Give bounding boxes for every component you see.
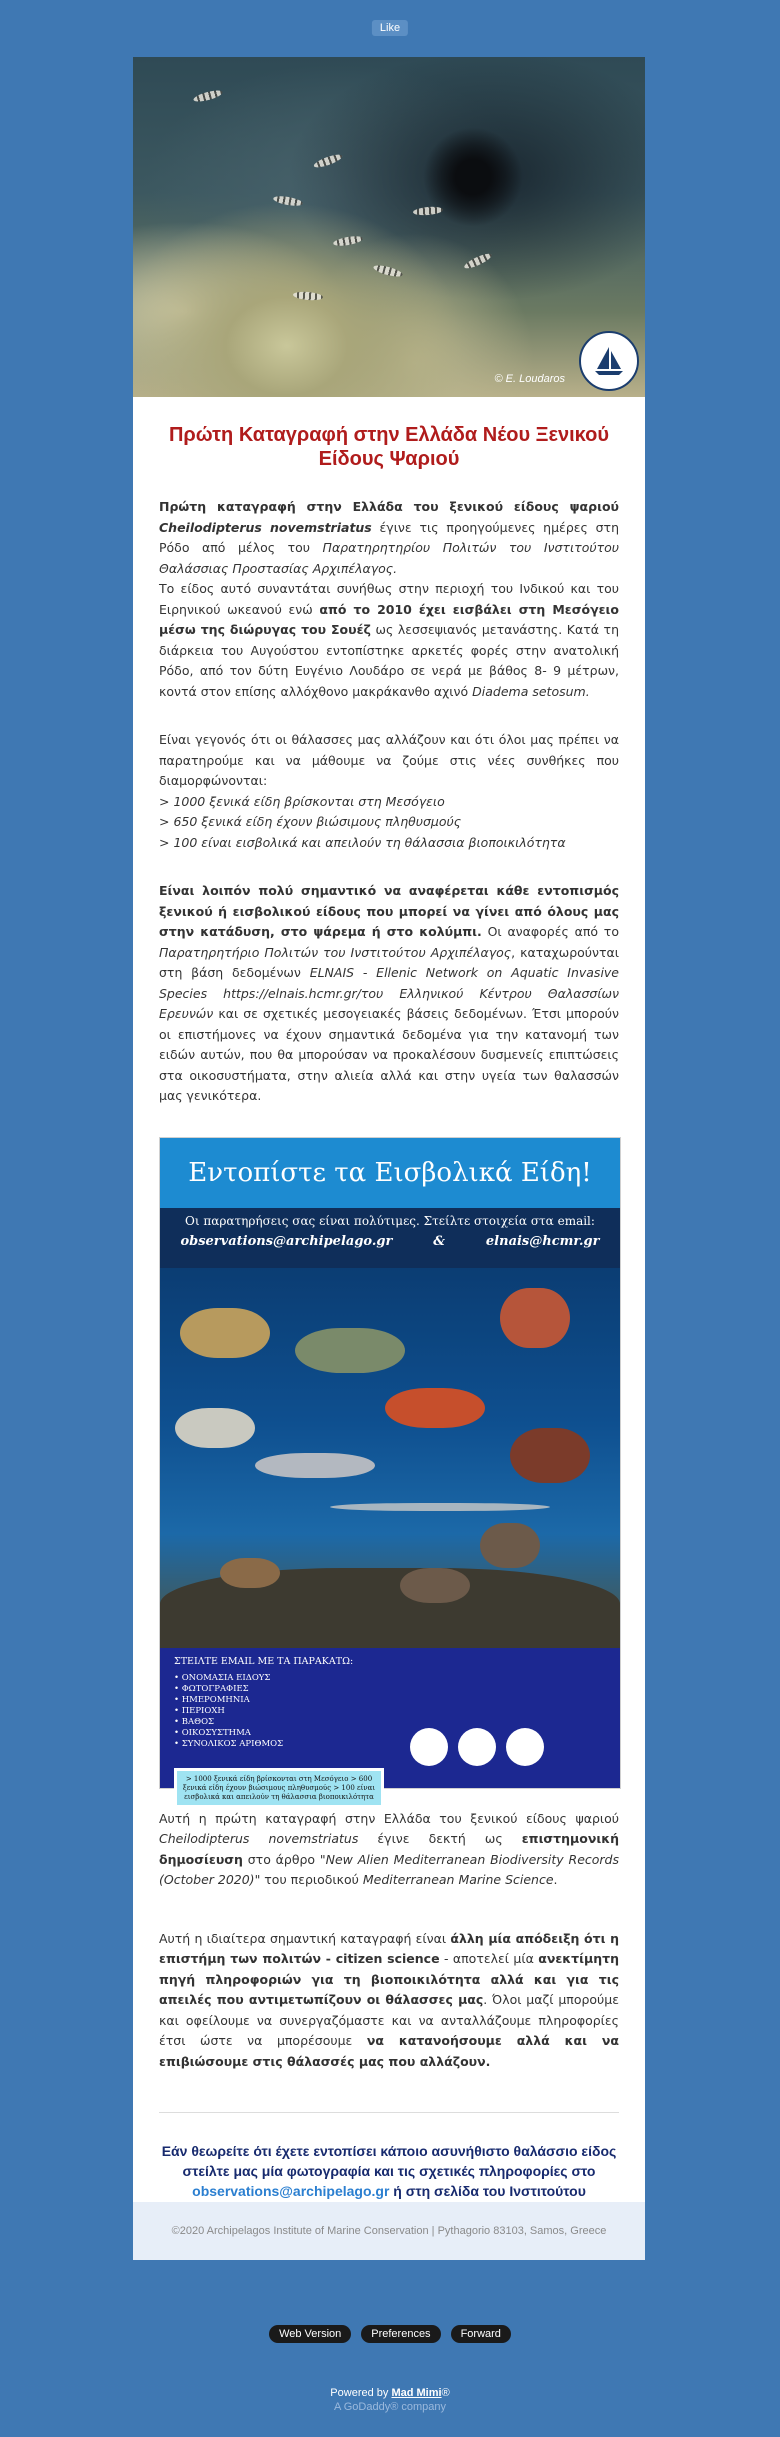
powered-prefix: Powered by: [330, 2387, 392, 2399]
fish-shape: [463, 251, 494, 271]
text-span: Το είδος αυτό συναντάται συνήθως στην περιοχή του Ινδικού και του Ειρηνικού ωκεανού ενώ: [159, 581, 619, 617]
text-span: Αυτή η ιδιαίτερα σημαντική καταγραφή είναι: [159, 1930, 451, 1946]
cta-text: ή στη σελίδα του Ινστιτούτου: [393, 2183, 586, 2199]
article-content: [133, 423, 645, 2221]
text-span: του περιοδικού: [260, 1872, 363, 1887]
cta-text: Εάν θεωρείτε ότι έχετε εντοπίσει κάποιο ασυνήθιστο θαλάσσιο είδος στείλτε μας μία φωτογραφία και τις σχετικές πληροφορίες στο: [161, 2143, 617, 2179]
article-title: Πρώτη Καταγραφή στην Ελλάδα Νέου Ξενικού Είδους Ψαριού: [168, 424, 610, 470]
archipelago-logo: [410, 1728, 448, 1766]
text-span: έγινε δεκτή ως: [358, 1831, 522, 1846]
topbar: [0, 0, 780, 60]
poster-amp: &: [433, 1233, 445, 1249]
paragraph-citizen-science: [159, 1929, 619, 2073]
fact-item: > 100 είναι εισβολικά και απειλούν τη θάλασσια βιοποικιλότητα: [159, 834, 566, 850]
photo-credit: © E. Loudaros: [494, 373, 565, 385]
registered-mark: ®: [441, 2387, 450, 2399]
forward-link[interactable]: Forward: [451, 2325, 511, 2343]
paragraph-facts: [159, 730, 619, 853]
paragraph-publication: [159, 1809, 619, 1891]
fish-shape: [293, 291, 324, 302]
fish-shape: [180, 1308, 270, 1358]
fact-item: > 650 ξενικά είδη έχουν βιώσιμους πληθυσμούς: [159, 814, 462, 829]
archipelago-logo: [579, 331, 639, 391]
hcmr-logo: [506, 1728, 544, 1766]
fish-shape: [372, 263, 403, 278]
newsletter-card: [133, 57, 645, 2260]
footer-links: [0, 2325, 780, 2343]
text-bold: ανεκτίμητη πηγή πληροφοριών για τη βιοποικιλότητα αλλά και για τις απειλές που αντιμετωπίζουν οι θάλασσες μας: [159, 1951, 619, 2007]
fish-shape: [295, 1328, 405, 1373]
fish-shape: [313, 152, 344, 170]
poster-bottom-item: • ΦΩΤΟΓΡΑΦΙΕΣ: [174, 1683, 249, 1694]
fish-shape: [220, 1558, 280, 1588]
fish-shape: [330, 1503, 550, 1511]
poster-facts-box: > 1000 ξενικά είδη βρίσκονται στη Μεσόγειο > 600 ξενικά είδη έχουν βιώσιμους πληθυσμούς > 100 είναι εισβολικά και απειλούν τη θάλασσια βιοποικιλότητα: [174, 1768, 384, 1808]
poster-sub-text: Οι παρατηρήσεις σας είναι πολύτιμες. Στείλτε στοιχεία στα email:: [185, 1213, 595, 1228]
powered-subtitle: A GoDaddy® company: [333, 2401, 447, 2413]
text-bold: άλλη μία απόδειξη ότι η επιστήμη των πολιτών - citizen science: [159, 1930, 619, 1966]
species-name: Cheilodipterus novemstriatus: [159, 519, 372, 535]
fish-shape: [255, 1453, 375, 1478]
text-span: έγινε τις προηγούμενες ημέρες στη Ρόδο από μέλος του: [159, 519, 619, 555]
poster-bottom-heading: ΣΤΕΙΛΤΕ EMAIL ΜΕ ΤΑ ΠΑΡΑΚΑΤΩ:: [174, 1655, 354, 1667]
poster-subheader: [160, 1208, 620, 1268]
poster-sea-illustration: [160, 1268, 620, 1648]
text-bold: να κατανοήσουμε αλλά και να επιβιώσουμε στις θάλασσές μας που αλλάζουν.: [159, 2033, 619, 2069]
species-name: Cheilodipterus novemstriatus: [159, 1831, 359, 1846]
text-span: - αποτελεί μία: [439, 1951, 539, 1966]
preferences-link[interactable]: Preferences: [361, 2325, 440, 2343]
text-span: Αυτή η πρώτη καταγραφή στην Ελλάδα του ξενικού είδους ψαριού: [159, 1810, 619, 1826]
species-name: Diadema setosum.: [472, 683, 590, 699]
text-span: , καταχωρούνται στη βάση δεδομένων: [159, 944, 619, 980]
poster-title: Εντοπίστε τα Εισβολικά Είδη!: [160, 1138, 620, 1208]
text-span: Οι αναφορές από το: [481, 924, 619, 939]
text-span: .: [553, 1872, 558, 1887]
like-button[interactable]: Like: [372, 20, 408, 36]
partner-logo: [458, 1728, 496, 1766]
fish-shape: [273, 194, 304, 207]
web-version-link[interactable]: Web Version: [269, 2325, 351, 2343]
text-bold: Πρώτη καταγραφή στην Ελλάδα του ξενικού είδους ψαριού: [159, 499, 619, 514]
text-span: στο άρθρο: [242, 1851, 320, 1867]
poster-bottom-item: • ΒΑΘΟΣ: [174, 1716, 215, 1727]
text-bold: Είναι λοιπόν πολύ σημαντικό να αναφέρεται κάθε εντοπισμός ξενικού ή εισβολικού είδους που μπορεί να γίνει από όλους μας στην κατάδυση, στο ψάρεμα ή στο κολύμπι.: [159, 883, 619, 939]
text-italic: ELNAIS - Ellenic Network on Aquatic Invasive Species https://elnais.hcmr.gr/του Ελληνικού Κέντρου Θαλασσίων Ερευνών: [159, 965, 619, 1021]
fact-item: > 1000 ξενικά είδη βρίσκονται στη Μεσόγειο: [159, 793, 445, 809]
poster-email-2: elnais@hcmr.gr: [485, 1233, 600, 1249]
poster-bottom-item: • ΟΝΟΜΑΣΙΑ ΕΙΔΟΥΣ: [174, 1672, 271, 1683]
lionfish-shape: [510, 1428, 590, 1483]
fish-shape: [400, 1568, 470, 1603]
poster-bottom: [160, 1648, 620, 1801]
divider: [159, 2112, 619, 2113]
text-span: Είναι γεγονός ότι οι θάλασσες μας αλλάζουν και ότι όλοι μας πρέπει να παρατηρούμε και να μάθουμε να ζούμε στις νέες συνθήκες που διαμορφώνονται:: [159, 732, 619, 788]
poster-email-1: observations@archipelago.gr: [180, 1233, 393, 1249]
fish-shape: [413, 206, 444, 217]
fish-shape: [480, 1523, 540, 1568]
text-span: και σε σχετικές μεσογειακές βάσεις δεδομένων. Έτσι μπορούν οι επιστήμονες να έχουν σημαντικά δεδομένα για την κατανομή των ειδών αυτών, που θα μπορούσαν να προκαλέσουν δυσμενείς επιπτώσεις στα οικοσυστήματα, στην αλιεία αλλά και στην υγεία των θαλασσών μας γενικότερα.: [159, 1006, 619, 1103]
text-italic: Παρατηρητηρίου Πολιτών του Ινστιτούτου Θαλάσσιας Προστασίας Αρχιπέλαγος.: [159, 540, 619, 576]
text-span: . Όλοι μαζί μπορούμε και οφείλουμε να συνεργαζόμαστε και να ανταλλάζουμε πληροφορίες έτσι ώστε να μπορέσουμε: [159, 1992, 619, 2048]
article-reference: "New Alien Mediterranean Biodiversity Records (October 2020)": [159, 1851, 619, 1887]
text-bold: επιστημονική δημοσίευση: [159, 1831, 619, 1867]
powered-by: [0, 2386, 780, 2414]
squid-shape: [500, 1288, 570, 1348]
footer: ©2020 Archipelagos Institute of Marine Conservation | Pythagorio 83103, Samos, Greece: [133, 2202, 645, 2260]
text-span: ως λεσσεψιανός μετανάστης. Κατά τη διάρκεια του Αυγούστου εντοπίστηκε αρκετές φορές στην ανατολική Ρόδο, από τον δύτη Ευγένιο Λουδάρο σε νερά με βάθος 8- 9 μέτρων, κοντά στον επίσης αλλόχθονο μακράκανθο αχινό: [159, 622, 619, 699]
poster-bottom-item: • ΗΜΕΡΟΜΗΝΙΑ: [174, 1694, 250, 1705]
poster-logos: [410, 1728, 544, 1766]
poster-bottom-item: • ΟΙΚΟΣΥΣΤΗΜΑ: [174, 1727, 251, 1738]
paragraph-reporting: [159, 881, 619, 1107]
journal-name: Mediterranean Marine Science: [362, 1872, 554, 1887]
fish-shape: [385, 1388, 485, 1428]
invasive-species-poster: [159, 1137, 621, 1801]
poster-bottom-item: • ΣΥΝΟΛΙΚΟΣ ΑΡΙΘΜΟΣ: [174, 1738, 284, 1749]
paragraph-intro: [159, 497, 619, 702]
text-bold: από το 2010 έχει εισβάλει στη Μεσόγειο μέσω της διώρυγας του Σουέζ: [159, 601, 620, 637]
hero-image: [133, 57, 645, 397]
email-link[interactable]: observations@archipelago.gr: [192, 2183, 390, 2199]
fish-shape: [333, 234, 364, 247]
sailboat-icon: [589, 341, 629, 381]
fish-shape: [175, 1408, 255, 1448]
madmimi-link[interactable]: Mad Mimi: [391, 2387, 442, 2399]
text-italic: Παρατηρητήριο Πολιτών του Ινστιτούτου Αρχιπέλαγος: [159, 944, 512, 960]
fish-shape: [192, 88, 223, 103]
poster-bottom-item: • ΠΕΡΙΟΧΗ: [174, 1705, 225, 1716]
